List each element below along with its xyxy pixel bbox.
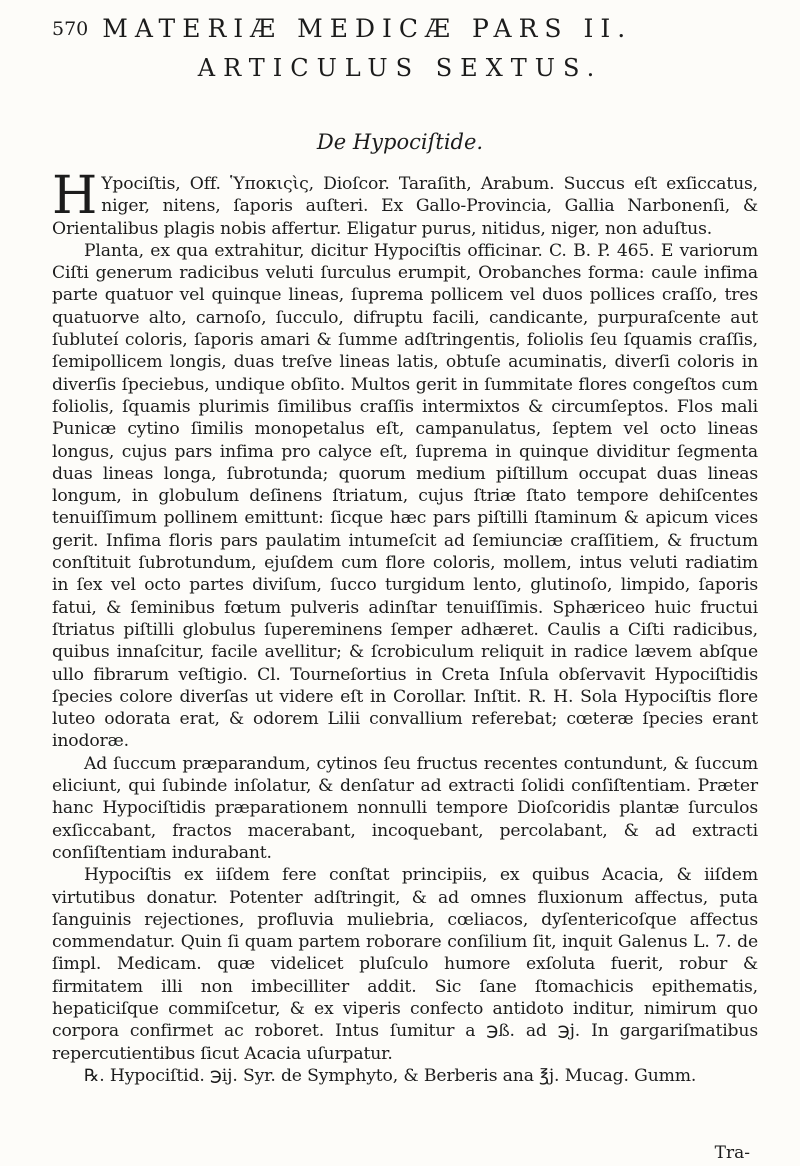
paragraph-1-text: Ypociſtis, Off. Ὑποκιςὶς, Dioſcor. Taraſith, Arabum. Succus eſt exſiccatus, niger, nitens, ſaporis auſteri. Ex Gallo-Provincia, Gallia Narbonenſi, & Orientalibus plagis nobis affertur. Eligatur purus, nitidus, niger, non aduſtus. bbox=[52, 174, 758, 239]
paragraph-2: Planta, ex qua extrahitur, dicitur Hypociſtis officinar. C. B. P. 465. E variorum Ciſti generum radicibus veluti ſurculus erumpit, Orobanches forma: caule infima parte quatuor vel quinque lineas, ſuprema pollicem vel duos pollices craſſo, tres quatuorve alto, carnoſo, ſucculo, difruptu facili, candicante, purpuraſcente aut ſubluteí coloris, ſaporis amari & ſumme adſtringentis, foliolis ſeu ſquamis craſſis, ſemipollicem longis, duas treſve lineas latis, obtuſe acuminatis, diverſi coloris in diverſis ſpeciebus, undique obſito. Multos gerit in ſummitate flores congeſtos cum foliolis, ſquamis plurimis ſimilibus craſſis intermixtos & circumſeptos. Flos mali Punicæ cytino ſimilis monopetalus eſt, campanulatus, ſeptem vel octo lineas longus, cujus pars infima pro calyce eſt, ſuprema in quinque dividitur ſegmenta duas lineas longa, ſubrotunda; quorum medium piſtillum occupat duas lineas longum, in globulum deſinens ſtriatum, cujus ſtriæ ſtato tempore dehiſcentes tenuiſſimum pollinem emittunt: ſicque hæc pars piſtilli ſtaminum & apicum vices gerit. Infima floris pars paulatim intumeſcit ad ſemiunciæ craſſitiem, & fructum conſtituit ſubrotundum, ejuſdem cum flore coloris, mollem, intus veluti radiatim in ſex vel octo partes diviſum, ſucco turgidum lento, glutinoſo, limpido, ſaporis fatui, & ſeminibus fœtum pulveris adinſtar tenuiſſimis. Sphæriceo huic fructui ſtriatus piſtilli globulus ſupereminens ſemper adhæret. Caulis a Ciſti radicibus, quibus innaſcitur, facile avellitur; & ſcrobiculum reliquit in radice lævem abſque ullo fibrarum veſtigio. Cl. Tourneſortius in Creta Inſula obſervavit Hypociſtidis ſpecies colore diverſas ut videre eſt in Corollar. Inſtit. R. H. Sola Hypociſtis flore luteo odorata erat, & odorem Lilii convallium referebat; cœteræ ſpecies erant inodoræ. bbox=[52, 240, 758, 752]
running-head bbox=[52, 14, 760, 54]
paragraph-3: Ad ſuccum præparandum, cytinos ſeu fructus recentes contundunt, & ſuccum eliciunt, qui ſubinde inſolatur, & denſatur ad extracti ſolidi conſiſtentiam. Præter hanc Hypociſtidis præparationem nonnulli tempore Dioſcoridis plantæ ſurculos exſiccabant, fractos macerabant, incoquebant, percolabant, & ad extracti conſiſtentiam indurabant. bbox=[52, 753, 758, 863]
drop-cap: H bbox=[52, 166, 98, 226]
section-title: De Hypociſtide. bbox=[316, 130, 484, 154]
page-number: 570 bbox=[52, 18, 89, 40]
article-title: ARTICULUS SEXTUS. bbox=[197, 54, 603, 82]
paragraph-1 bbox=[52, 166, 758, 240]
paragraph-5: ℞. Hypociſtid. ℈ij. Syr. de Symphyto, & Berberis ana ℥j. Mucag. Gumm. bbox=[84, 1065, 697, 1086]
running-title: MATERIÆ MEDICÆ PARS II. bbox=[102, 14, 633, 43]
catchword: Tra- bbox=[714, 1143, 750, 1163]
body-text bbox=[52, 166, 758, 1087]
paragraph-4: Hypociſtis ex iiſdem fere conſtat principiis, ex quibus Acacia, & iiſdem virtutibus donatur. Potenter adſtringit, & ad omnes fluxionum affectus, puta ſanguinis rejectiones, profluvia muliebria, cœliacos, dyſentericoſque affectus commendatur. Quin ſi quam partem roborare conſilium ſit, inquit Galenus L. 7. de ſimpl. Medicam. quæ videlicet pluſculo humore exſoluta fuerit, robur & firmitatem illi non imbecilliter addit. Sic ſane ſtomachicis epithematis, hepaticiſque commiſcetur, & ex viperis confecto antidoto inditur, nimirum quo corpora confirmet ac roboret. Intus ſumitur a ℈ß. ad ℈j. In gargariſmatibus repercutientibus ſicut Acacia uſurpatur. bbox=[52, 865, 758, 1064]
